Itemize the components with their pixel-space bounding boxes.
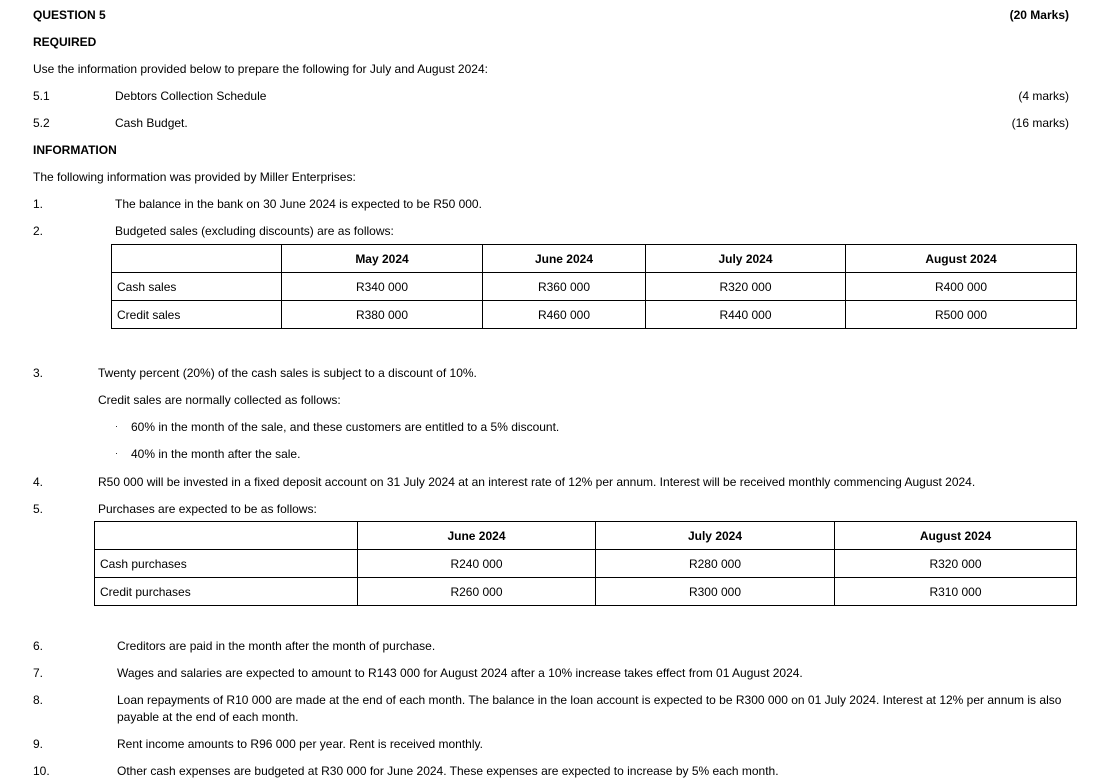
info-item-text: Budgeted sales (excluding discounts) are as follows: bbox=[115, 224, 394, 238]
info-item-number: 10. bbox=[33, 764, 50, 778]
info-item-number: 2. bbox=[33, 224, 44, 238]
required-intro: Use the information provided below to prepare the following for July and August 2024: bbox=[33, 62, 488, 76]
table-header-cell: June 2024 bbox=[483, 245, 646, 273]
table-row-label: Cash sales bbox=[112, 273, 282, 301]
table-cell: R460 000 bbox=[483, 301, 646, 329]
info-item-text: payable at the end of each month. bbox=[117, 710, 299, 724]
info-item-text: Purchases are expected to be as follows: bbox=[98, 502, 317, 516]
table-row bbox=[112, 301, 1077, 329]
table-cell: R260 000 bbox=[358, 578, 596, 606]
info-item-text: Credit sales are normally collected as follows: bbox=[98, 393, 341, 407]
required-item-number: 5.1 bbox=[33, 89, 50, 103]
info-item-text: Creditors are paid in the month after the month of purchase. bbox=[117, 639, 436, 653]
required-heading: REQUIRED bbox=[33, 35, 97, 49]
info-item-number: 3. bbox=[33, 366, 44, 380]
table-header-row bbox=[95, 522, 1077, 550]
bullet-text: 40% in the month after the sale. bbox=[131, 447, 301, 461]
info-item-number: 9. bbox=[33, 737, 44, 751]
table-row-label: Credit purchases bbox=[95, 578, 358, 606]
bullet-text: 60% in the month of the sale, and these customers are entitled to a 5% discount. bbox=[131, 420, 560, 434]
table-row bbox=[95, 578, 1077, 606]
table-header-cell bbox=[112, 245, 282, 273]
table-row bbox=[112, 273, 1077, 301]
sales-table bbox=[111, 244, 1077, 329]
table-cell: R360 000 bbox=[483, 273, 646, 301]
info-item-text: Rent income amounts to R96 000 per year. Rent is received monthly. bbox=[117, 737, 483, 751]
table-header-cell: July 2024 bbox=[596, 522, 835, 550]
table-cell: R280 000 bbox=[596, 550, 835, 578]
required-item-marks: (4 marks) bbox=[1018, 89, 1069, 103]
info-item-number: 7. bbox=[33, 666, 44, 680]
info-item-number: 8. bbox=[33, 693, 44, 707]
table-header-cell: August 2024 bbox=[835, 522, 1077, 550]
table-cell: R500 000 bbox=[846, 301, 1077, 329]
info-item-text: Other cash expenses are budgeted at R30 000 for June 2024. These expenses are expected to increase by 5% each month. bbox=[117, 764, 779, 778]
table-cell: R380 000 bbox=[282, 301, 483, 329]
table-cell: R400 000 bbox=[846, 273, 1077, 301]
information-intro: The following information was provided by Miller Enterprises: bbox=[33, 170, 356, 184]
info-item-number: 5. bbox=[33, 502, 44, 516]
bullet-icon: · bbox=[115, 421, 118, 431]
table-cell: R340 000 bbox=[282, 273, 483, 301]
table-header-cell: June 2024 bbox=[358, 522, 596, 550]
info-item-number: 6. bbox=[33, 639, 44, 653]
information-heading: INFORMATION bbox=[33, 143, 117, 157]
table-cell: R320 000 bbox=[835, 550, 1077, 578]
table-cell: R300 000 bbox=[596, 578, 835, 606]
required-item-text: Cash Budget. bbox=[115, 116, 188, 130]
info-item-text: Wages and salaries are expected to amount to R143 000 for August 2024 after a 10% increase takes effect from 01 August 2024. bbox=[117, 666, 803, 680]
required-item-number: 5.2 bbox=[33, 116, 50, 130]
table-row-label: Cash purchases bbox=[95, 550, 358, 578]
table-cell: R440 000 bbox=[646, 301, 846, 329]
required-item-text: Debtors Collection Schedule bbox=[115, 89, 267, 103]
table-row bbox=[95, 550, 1077, 578]
info-item-number: 1. bbox=[33, 197, 44, 211]
bullet-icon: · bbox=[115, 448, 118, 458]
table-cell: R240 000 bbox=[358, 550, 596, 578]
table-header-cell: August 2024 bbox=[846, 245, 1077, 273]
info-item-text: Twenty percent (20%) of the cash sales is subject to a discount of 10%. bbox=[98, 366, 477, 380]
required-item-marks: (16 marks) bbox=[1011, 116, 1069, 130]
info-item-text: The balance in the bank on 30 June 2024 is expected to be R50 000. bbox=[115, 197, 482, 211]
table-header-row bbox=[112, 245, 1077, 273]
table-cell: R320 000 bbox=[646, 273, 846, 301]
total-marks: (20 Marks) bbox=[1009, 8, 1069, 22]
purchases-table bbox=[94, 521, 1077, 606]
table-header-cell bbox=[95, 522, 358, 550]
info-item-number: 4. bbox=[33, 475, 44, 489]
table-header-cell: July 2024 bbox=[646, 245, 846, 273]
question-title: QUESTION 5 bbox=[33, 8, 106, 22]
table-header-cell: May 2024 bbox=[282, 245, 483, 273]
info-item-text: R50 000 will be invested in a fixed deposit account on 31 July 2024 at an interest rate of 12% per annum. Interest will be received monthly commencing August 2024. bbox=[98, 475, 976, 489]
table-row-label: Credit sales bbox=[112, 301, 282, 329]
table-cell: R310 000 bbox=[835, 578, 1077, 606]
info-item-text: Loan repayments of R10 000 are made at the end of each month. The balance in the loan account is expected to be R300 000 on 01 July 2024. Interest at 12% per annum is also bbox=[117, 693, 1062, 707]
